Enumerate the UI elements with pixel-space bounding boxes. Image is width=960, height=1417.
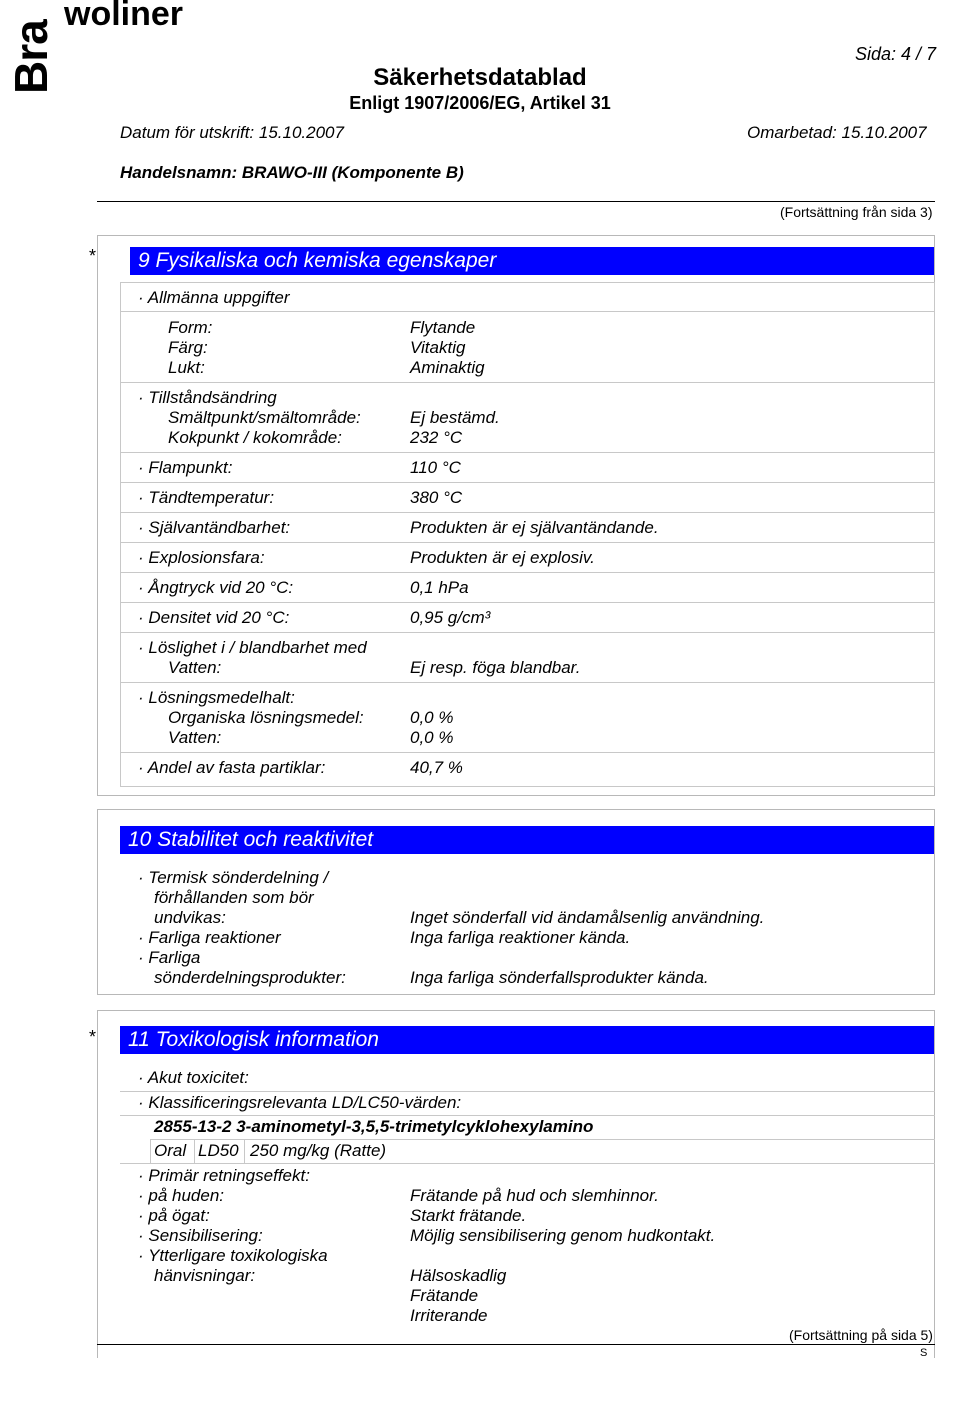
water-value: Ej resp. föga blandbar. xyxy=(410,658,581,677)
water-content-value: 0,0 % xyxy=(410,728,454,747)
divider xyxy=(120,542,935,543)
explosion-label: · Explosionsfara: xyxy=(138,548,265,567)
hazardous-reactions-value: Inga farliga reaktioner kända. xyxy=(410,928,631,947)
further-info-label-line1: · Ytterligare toxikologiska xyxy=(138,1246,328,1265)
sensitization-label: · Sensibilisering: xyxy=(138,1226,263,1245)
print-date: Datum för utskrift: 15.10.2007 xyxy=(120,123,344,142)
decomposition-value: Inga farliga sönderfallsprodukter kända. xyxy=(410,968,709,987)
organic-solvent-value: 0,0 % xyxy=(410,708,454,727)
document-subtitle: Enligt 1907/2006/EG, Artikel 31 xyxy=(349,93,611,113)
divider xyxy=(120,512,935,513)
continued-on: (Fortsättning på sida 5) xyxy=(789,1327,933,1343)
boiling-label: Kokpunkt / kokområde: xyxy=(168,428,342,447)
divider xyxy=(120,452,935,453)
further-info-value-3: Irriterande xyxy=(410,1306,488,1325)
flash-point-value: 110 °C xyxy=(410,458,461,477)
ld-values-label: · Klassificeringsrelevanta LD/LC50-värden: xyxy=(138,1093,462,1112)
melting-label: Smältpunkt/smältområde: xyxy=(168,408,361,427)
thermal-label-line3: undvikas: xyxy=(154,908,226,927)
density-value: 0,95 g/cm³ xyxy=(410,608,491,627)
section-11-heading: 11 Toxikologisk information xyxy=(120,1026,934,1054)
substance-name: 2855-13-2 3-aminometyl-3,5,5-trimetylcyklohexylamino xyxy=(154,1117,594,1136)
solids-value: 40,7 % xyxy=(410,758,463,777)
density-label: · Densitet vid 20 °C: xyxy=(138,608,290,627)
thermal-label-line2: förhållanden som bör xyxy=(154,888,314,907)
divider xyxy=(120,482,935,483)
water-content-label: Vatten: xyxy=(168,728,222,747)
section-10-heading: 10 Stabilitet och reaktivitet xyxy=(120,826,934,854)
thermal-label-line1: · Termisk sönderdelning / xyxy=(138,868,329,887)
further-info-value-1: Hälsoskadlig xyxy=(410,1266,507,1285)
odor-value: Aminaktig xyxy=(410,358,485,377)
table-border xyxy=(194,1139,195,1163)
revision-star: * xyxy=(89,1027,97,1047)
eye-value: Starkt frätande. xyxy=(410,1206,527,1225)
divider xyxy=(120,682,935,683)
revised-date: Omarbetad: 15.10.2007 xyxy=(747,123,927,142)
corner-letter: S xyxy=(920,1347,928,1359)
ignition-label: · Tändtemperatur: xyxy=(138,488,275,507)
ignition-value: 380 °C xyxy=(410,488,463,507)
document-title: Säkerhetsdatablad xyxy=(373,64,587,91)
solubility-label: · Löslighet i / blandbarhet med xyxy=(138,638,367,657)
table-border xyxy=(244,1139,245,1163)
primary-effect-label: · Primär retningseffekt: xyxy=(138,1166,310,1185)
solvent-content-label: · Lösningsmedelhalt: xyxy=(138,688,295,707)
dose-cell: 250 mg/kg (Ratte) xyxy=(250,1141,387,1160)
continued-from: (Fortsättning från sida 3) xyxy=(780,204,933,220)
table-top-rule xyxy=(150,1139,935,1140)
measure-cell: LD50 xyxy=(198,1141,239,1160)
thermal-value: Inget sönderfall vid ändamålsenlig användning. xyxy=(410,908,765,927)
divider xyxy=(120,572,935,573)
color-label: Färg: xyxy=(168,338,208,357)
divider xyxy=(120,602,935,603)
melting-value: Ej bestämd. xyxy=(410,408,500,427)
state-change-label: · Tillståndsändring xyxy=(138,388,277,407)
water-label: Vatten: xyxy=(168,658,222,677)
form-label: Form: xyxy=(168,318,213,337)
explosion-value: Produkten är ej explosiv. xyxy=(410,548,595,567)
sensitization-value: Möjlig sensibilisering genom hudkontakt. xyxy=(410,1226,716,1245)
table-border xyxy=(150,1139,151,1163)
eye-label: · på ögat: xyxy=(138,1206,210,1225)
self-ignition-label: · Självantändbarhet: xyxy=(138,518,291,537)
flash-point-label: · Flampunkt: xyxy=(138,458,233,477)
general-info-label: · Allmänna uppgifter xyxy=(138,288,290,307)
further-info-value-2: Frätande xyxy=(410,1286,479,1305)
trade-name: Handelsnamn: BRAWO-III (Komponente B) xyxy=(120,163,464,182)
vapour-pressure-label: · Ångtryck vid 20 °C: xyxy=(138,578,294,597)
hazardous-reactions-label: · Farliga reaktioner xyxy=(138,928,281,947)
divider xyxy=(120,311,935,312)
revision-star: * xyxy=(89,246,97,266)
self-ignition-value: Produkten är ej självantändande. xyxy=(410,518,659,537)
form-value: Flytande xyxy=(410,318,476,337)
skin-label: · på huden: xyxy=(138,1186,225,1205)
logo-bra-text: Bra xyxy=(5,20,57,94)
divider xyxy=(120,1091,935,1092)
further-info-label-line2: hänvisningar: xyxy=(154,1266,256,1285)
decomposition-label-line2: sönderdelningsprodukter: xyxy=(154,968,346,987)
color-value: Vitaktig xyxy=(410,338,466,357)
divider xyxy=(120,1115,935,1116)
divider xyxy=(120,632,935,633)
route-cell: Oral xyxy=(154,1141,187,1160)
vapour-pressure-value: 0,1 hPa xyxy=(410,578,469,597)
organic-solvent-label: Organiska lösningsmedel: xyxy=(168,708,364,727)
divider xyxy=(120,752,935,753)
divider xyxy=(120,1163,935,1164)
section-9-heading: 9 Fysikaliska och kemiska egenskaper xyxy=(130,247,934,275)
page-number: Sida: 4 / 7 xyxy=(855,44,937,64)
footer-rule xyxy=(97,1344,935,1345)
divider xyxy=(120,382,935,383)
boiling-value: 232 °C xyxy=(410,428,463,447)
odor-label: Lukt: xyxy=(168,358,205,377)
decomposition-label-line1: · Farliga xyxy=(138,948,201,967)
logo-woliner-text: woliner xyxy=(64,0,184,33)
acute-toxicity-label: · Akut toxicitet: xyxy=(138,1068,249,1087)
skin-value: Frätande på hud och slemhinnor. xyxy=(410,1186,659,1205)
solids-label: · Andel av fasta partiklar: xyxy=(138,758,326,777)
